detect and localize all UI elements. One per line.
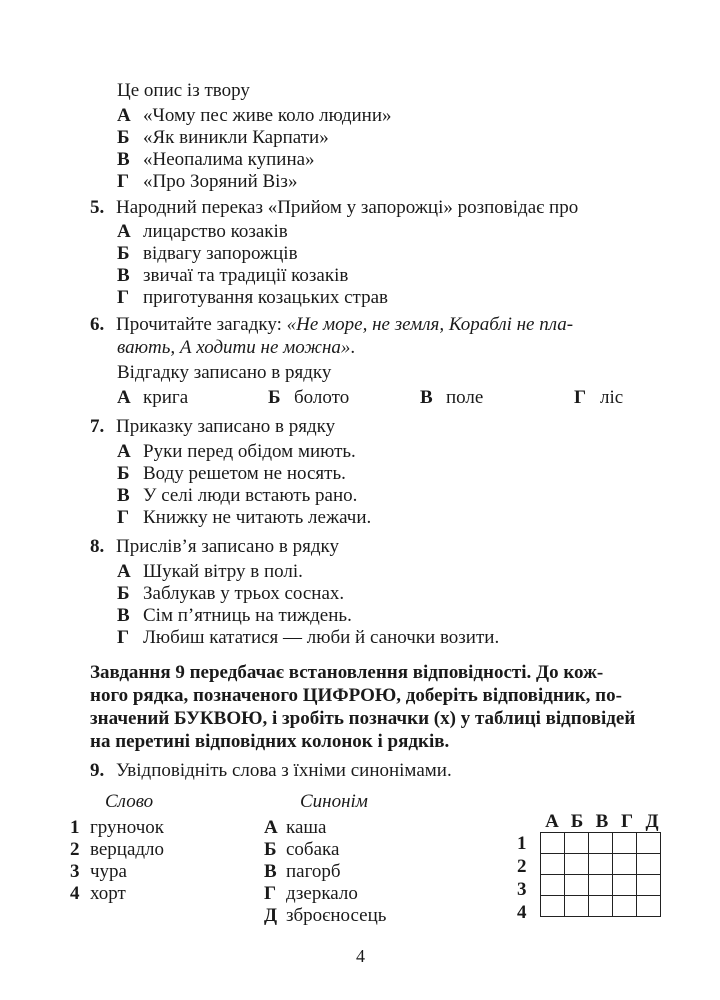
answer-grid [540, 832, 661, 917]
answer-cell[interactable] [613, 896, 637, 917]
answer-cell[interactable] [637, 833, 661, 854]
q5-option-b: Б відвагу запорожців [117, 243, 298, 264]
grid-col-e: Д [645, 811, 659, 832]
q5-option-d: Г приготування козацьких страв [117, 287, 388, 308]
q8-question: 8. Прислів’я записано в рядку [90, 536, 339, 557]
q8-option-c: В Сім п’ятниць на тиждень. [117, 605, 352, 626]
answer-cell[interactable] [541, 875, 565, 896]
task-intro-line-4: на перетині відповідних колонок і рядків. [90, 731, 450, 752]
answer-grid-row [541, 854, 661, 875]
answer-grid-row [541, 875, 661, 896]
answer-grid-row [541, 896, 661, 917]
task-intro-line-2: ного рядка, позначеного ЦИФРОЮ, доберіть відповідник, по- [90, 685, 622, 706]
task-intro-line-1: Завдання 9 передбачає встановлення відповідності. До кож- [90, 662, 604, 683]
word-item-3: 3 чура [70, 861, 127, 882]
answer-cell[interactable] [541, 896, 565, 917]
answer-cell[interactable] [613, 833, 637, 854]
q8-option-a: А Шукай вітру в полі. [117, 561, 303, 582]
word-item-4: 4 хорт [70, 883, 126, 904]
q7-option-d: Г Книжку не читають лежачи. [117, 507, 372, 528]
answer-cell[interactable] [589, 896, 613, 917]
answer-cell[interactable] [637, 875, 661, 896]
synonym-item-b: Б собака [264, 839, 340, 860]
grid-row-1: 1 [517, 833, 527, 854]
answer-cell[interactable] [613, 854, 637, 875]
answer-cell[interactable] [637, 854, 661, 875]
synonym-item-d: Г дзеркало [264, 883, 358, 904]
q4-option-d: Г «Про Зоряний Віз» [117, 171, 298, 192]
grid-col-d: Г [620, 811, 634, 832]
q6-riddle-continued: вають, А ходити не можна». [117, 337, 356, 358]
task-intro-line-3: значений БУКВОЮ, і зробіть позначки (x) у таблиці відповідей [90, 708, 636, 729]
answer-cell[interactable] [565, 875, 589, 896]
q8-option-b: Б Заблукав у трьох соснах. [117, 583, 345, 604]
q5-option-c: В звичаї та традиції козаків [117, 265, 349, 286]
page-number: 4 [356, 946, 365, 966]
answer-cell[interactable] [565, 896, 589, 917]
synonym-item-c: В пагорб [264, 861, 341, 882]
answer-cell[interactable] [637, 896, 661, 917]
answer-cell[interactable] [565, 854, 589, 875]
q7-option-a: А Руки перед обідом миють. [117, 441, 356, 462]
grid-row-3: 3 [517, 879, 527, 900]
grid-col-b: Б [570, 811, 584, 832]
q5-question: 5. Народний переказ «Прийом у запорожці» розповідає про [90, 197, 579, 218]
word-item-2: 2 верцадло [70, 839, 165, 860]
column-heading-synonym: Синонім [300, 791, 368, 812]
synonym-item-e: Д зброєносець [264, 905, 387, 926]
q4-option-a: А «Чому пес живе коло людини» [117, 105, 392, 126]
answer-grid-row [541, 833, 661, 854]
q9-question: 9. Увідповідніть слова з їхніми синонімами. [90, 760, 452, 781]
q8-option-d: Г Любиш кататися — люби й саночки возити. [117, 627, 500, 648]
answer-cell[interactable] [589, 833, 613, 854]
q6-option-d: Г ліс [574, 387, 624, 408]
grid-row-2: 2 [517, 856, 527, 877]
q6-lead: Відгадку записано в рядку [117, 362, 332, 383]
grid-col-c: В [595, 811, 609, 832]
q7-option-c: В У селі люди встають рано. [117, 485, 358, 506]
answer-cell[interactable] [565, 833, 589, 854]
q7-question: 7. Приказку записано в рядку [90, 416, 336, 437]
grid-col-a: А [545, 811, 559, 832]
q4-option-b: Б «Як виникли Карпати» [117, 127, 329, 148]
q6-option-b: Б болото [268, 387, 350, 408]
answer-cell[interactable] [613, 875, 637, 896]
synonym-item-a: А каша [264, 817, 327, 838]
grid-row-4: 4 [517, 902, 527, 923]
answer-cell[interactable] [589, 854, 613, 875]
answer-cell[interactable] [541, 854, 565, 875]
q7-option-b: Б Воду решетом не носять. [117, 463, 346, 484]
word-item-1: 1 груночок [70, 817, 165, 838]
answer-cell[interactable] [541, 833, 565, 854]
q6-question: 6. Прочитайте загадку: «Не море, не земля, Кораблі не пла- [90, 314, 574, 335]
q6-option-c: В поле [420, 387, 484, 408]
q4-lead: Це опис із твору [117, 80, 250, 101]
q6-option-a: А крига [117, 387, 189, 408]
column-heading-word: Слово [105, 791, 154, 812]
answer-cell[interactable] [589, 875, 613, 896]
q4-option-c: В «Неопалима купина» [117, 149, 315, 170]
q5-option-a: А лицарство козаків [117, 221, 288, 242]
